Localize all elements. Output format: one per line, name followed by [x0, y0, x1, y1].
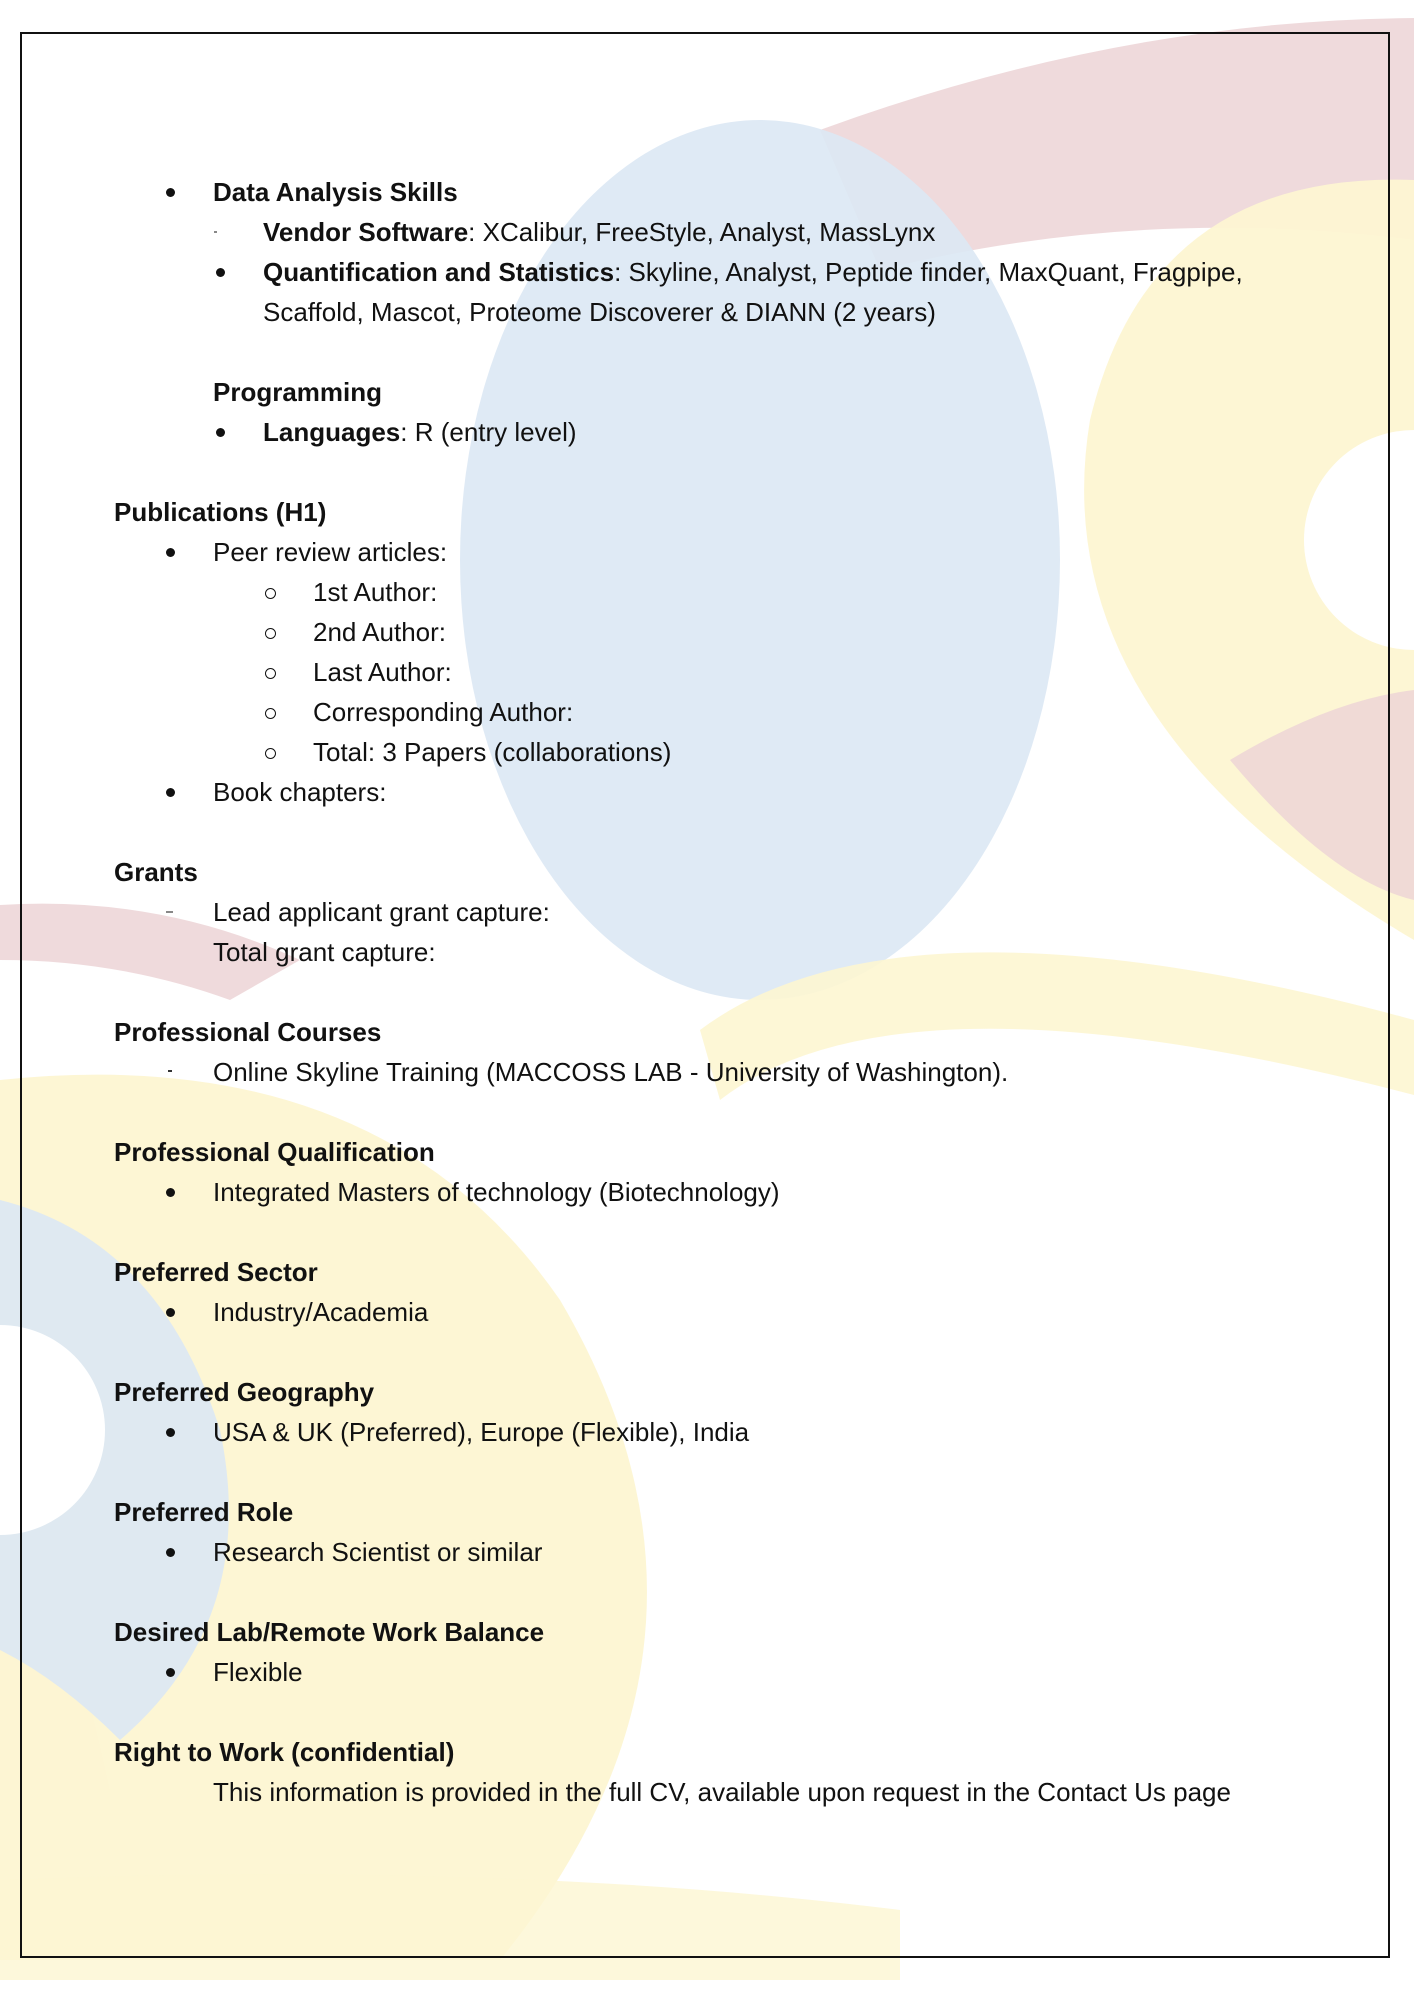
bullet-dot — [216, 428, 225, 437]
grant-lead-label: Lead applicant grant capture: — [213, 897, 550, 927]
section-heading-geography: Preferred Geography — [114, 1377, 375, 1407]
quantification-line-cont: Scaffold, Mascot, Proteome Discoverer & DIANN (2 years) — [263, 297, 936, 327]
section-heading-role: Preferred Role — [114, 1497, 294, 1527]
bullet-dash — [166, 911, 173, 913]
section-heading-sector: Preferred Sector — [114, 1257, 318, 1287]
quantification-line — [263, 252, 1243, 292]
book-chapters-label: Book chapters: — [213, 777, 387, 807]
section-heading-publications: Publications (H1) — [114, 497, 327, 527]
grant-total-label: Total grant capture: — [213, 937, 436, 967]
right-to-work-text: This information is provided in the full CV, available upon request in the Contact Us page — [213, 1777, 1231, 1807]
author-item: 2nd Author: — [313, 617, 446, 647]
author-item: 1st Author: — [313, 577, 438, 607]
section-heading-programming: Programming — [213, 377, 383, 407]
quantification-text: : Skyline, Analyst, Peptide finder, MaxQuant, Fragpipe, — [614, 257, 1243, 287]
bullet-dash — [214, 231, 217, 233]
languages-line — [263, 412, 577, 452]
section-heading-qualification: Professional Qualification — [114, 1137, 435, 1167]
languages-label: Languages — [263, 417, 401, 447]
quantification-label: Quantification and Statistics — [263, 257, 615, 287]
section-heading-grants: Grants — [114, 857, 198, 887]
bullet-dash — [168, 1070, 172, 1072]
role-item: Research Scientist or similar — [213, 1537, 543, 1567]
bullet-dot — [216, 268, 225, 277]
bullet-dot — [166, 1308, 175, 1317]
qualification-item: Integrated Masters of technology (Biotechnology) — [213, 1177, 780, 1207]
bullet-dot — [166, 548, 175, 557]
bullet-circle — [265, 628, 276, 639]
sector-item: Industry/Academia — [213, 1297, 429, 1327]
bullet-circle — [265, 708, 276, 719]
bullet-dot — [166, 1428, 175, 1437]
section-heading-right-to-work: Right to Work (confidential) — [114, 1737, 455, 1767]
vendor-software-label: Vendor Software — [263, 217, 469, 247]
author-item: Total: 3 Papers (collaborations) — [313, 737, 672, 767]
bullet-dot — [166, 1548, 175, 1557]
bullet-dot — [166, 188, 175, 197]
author-item: Corresponding Author: — [313, 697, 574, 727]
bullet-dot — [166, 1668, 175, 1677]
section-heading-balance: Desired Lab/Remote Work Balance — [114, 1617, 545, 1647]
vendor-software-line — [263, 212, 935, 252]
languages-text: : R (entry level) — [400, 417, 577, 447]
peer-review-label: Peer review articles: — [213, 537, 448, 567]
vendor-software-text: : XCalibur, FreeStyle, Analyst, MassLynx — [468, 217, 936, 247]
course-item: Online Skyline Training (MACCOSS LAB - University of Washington). — [213, 1057, 1009, 1087]
section-heading-data-analysis: Data Analysis Skills — [213, 177, 458, 207]
geography-item: USA & UK (Preferred), Europe (Flexible), India — [213, 1417, 750, 1447]
author-item: Last Author: — [313, 657, 452, 687]
section-heading-courses: Professional Courses — [114, 1017, 382, 1047]
balance-item: Flexible — [213, 1657, 303, 1687]
bullet-dot — [166, 1188, 175, 1197]
bullet-circle — [265, 668, 276, 679]
bullet-circle — [265, 748, 276, 759]
bullet-dot — [166, 788, 175, 797]
bullet-circle — [265, 588, 276, 599]
